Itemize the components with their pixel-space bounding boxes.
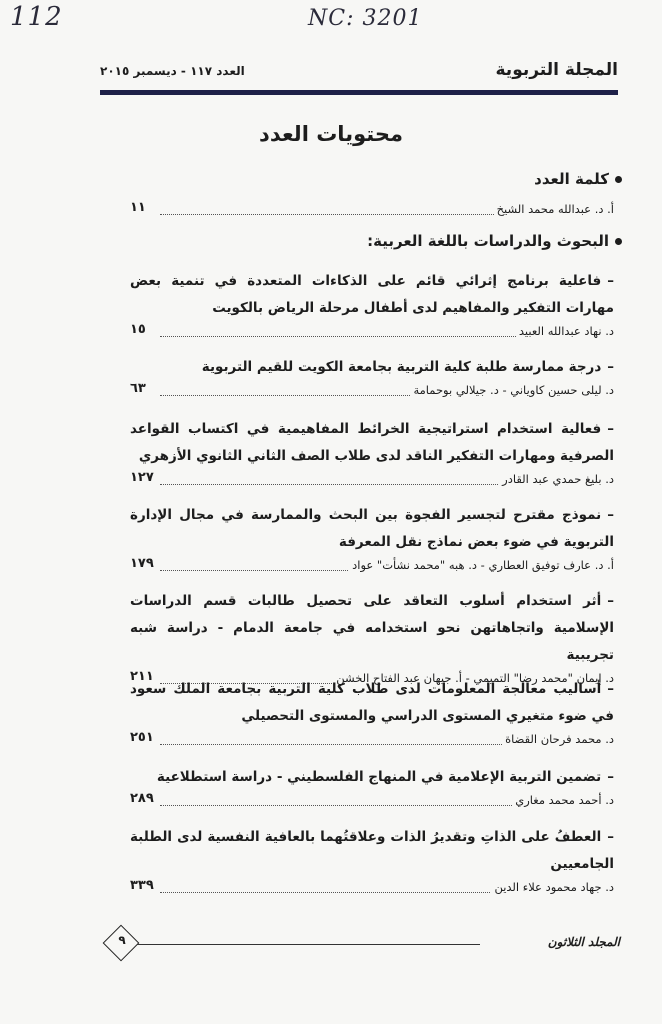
header-rule	[100, 90, 618, 95]
handwritten-catalog-number: NC: 3201	[308, 6, 423, 31]
entry-page-number: ٦٣	[130, 381, 146, 396]
issue-info: العدد ١١٧ - ديسمبر ٢٠١٥	[100, 64, 245, 78]
toc-entry[interactable]: –أثر استخدام أسلوب التعاقد على تحصيل طالبات قسم الدراسات الإسلامية واتجاهاتهن نحو استخدامه في جامعة الدمام - دراسة شبه تجريبية د. إيمان "محمد رضا" التميمي - أ. جيهان عبد الفتاح الخشن ٢١١	[130, 593, 614, 685]
volume-label: المجلد الثلاثون	[547, 935, 620, 949]
toc-entry[interactable]: –فاعلية برنامج إثرائي قائم على الذكاءات المتعددة في تنمية بعض مهارات التفكير والمفاهيم لدى أطفال مرحلة الرياض بالكويت د. نهاد عبدالله العبيد ١٥	[130, 273, 614, 338]
journal-name: المجلة التربوية	[495, 60, 618, 80]
entry-page-number: ٣٣٩	[130, 878, 154, 893]
entry-author: د. ليلى حسين كاوياني - د. جيلالي بوحمامة	[410, 383, 614, 397]
entry-page-number: ٢٥١	[130, 730, 154, 745]
entry-title: تضمين التربية الإعلامية في المنهاج الفلسطيني - دراسة استطلاعية	[156, 769, 602, 785]
entry-page-number: ١٧٩	[130, 556, 154, 571]
page-footer	[100, 920, 620, 970]
entry-page-number: ٢١١	[130, 669, 154, 684]
page-number: ٩	[118, 933, 126, 947]
entry-author: أ. د. عارف توفيق العطاري - د. هبه "محمد نشأت" عواد	[349, 558, 614, 572]
section-heading-editorial: كلمة العدد	[534, 170, 622, 188]
entry-author: أ. د. عبدالله محمد الشيخ	[494, 202, 614, 216]
toc-entry[interactable]: –درجة ممارسة طلبة كلية التربية بجامعة الكويت للقيم التربوية د. ليلى حسين كاوياني - د. جيلالي بوحمامة ٦٣	[130, 359, 614, 397]
toc-entry[interactable]: –العطفُ على الذاتِ وتقديرُ الذات وعلاقتُهما بالعافية النفسية لدى الطلبة الجامعيين د. جهاد محمود علاء الدين ٣٣٩	[130, 829, 614, 894]
entry-author: د. محمد فرحان القضاة	[502, 732, 614, 746]
page-title: محتويات العدد	[259, 122, 403, 146]
entry-author: د. جهاد محمود علاء الدين	[491, 880, 614, 894]
entry-title: العطفُ على الذاتِ وتقديرُ الذات وعلاقتُهما بالعافية النفسية لدى الطلبة الجامعيين	[130, 829, 614, 872]
entry-title: نموذج مقترح لتجسير الفجوة بين البحث والممارسة في مجال الإدارة التربوية في ضوء بعض نماذج نقل المعرفة	[130, 507, 614, 550]
bullet-icon	[615, 176, 622, 183]
entry-title: فاعلية برنامج إثرائي قائم على الذكاءات المتعددة في تنمية بعض مهارات التفكير والمفاهيم لدى أطفال مرحلة الرياض بالكويت	[130, 273, 614, 316]
section-heading-arabic-research: البحوث والدراسات باللغة العربية:	[367, 232, 622, 250]
toc-entry-editorial[interactable]	[130, 200, 614, 222]
entry-title: أثر استخدام أسلوب التعاقد على تحصيل طالبات قسم الدراسات الإسلامية واتجاهاتهن نحو استخدامه في جامعة الدمام - دراسة شبه تجريبية	[130, 593, 614, 663]
entry-title: درجة ممارسة طلبة كلية التربية بجامعة الكويت للقيم التربوية	[201, 359, 602, 375]
entry-title: فعالية استخدام استراتيجية الخرائط المفاهيمية في اكتساب القواعد الصرفية ومهارات التفكير الناقد لدى طلاب الصف الثاني الثانوي الأزهري	[130, 421, 614, 464]
running-header	[100, 54, 618, 98]
entry-author: د. نهاد عبدالله العبيد	[516, 324, 614, 338]
footer-rule	[134, 944, 480, 945]
bullet-icon	[615, 238, 622, 245]
toc-entry[interactable]: –فعالية استخدام استراتيجية الخرائط المفاهيمية في اكتساب القواعد الصرفية ومهارات التفكير الناقد لدى طلاب الصف الثاني الثانوي الأزهري د. بليغ حمدي عبد القادر ١٢٧	[130, 421, 614, 486]
entry-page-number: ٢٨٩	[130, 791, 154, 806]
toc-entry[interactable]: –نموذج مقترح لتجسير الفجوة بين البحث والممارسة في مجال الإدارة التربوية في ضوء بعض نماذج نقل المعرفة أ. د. عارف توفيق العطاري - د. هبه "محمد نشأت" عواد ١٧٩	[130, 507, 614, 572]
entry-page-number: ١٢٧	[130, 470, 154, 485]
handwritten-page-note: 112	[10, 2, 63, 32]
toc-entry[interactable]: –تضمين التربية الإعلامية في المنهاج الفلسطيني - دراسة استطلاعية د. أحمد محمد مغاري ٢٨٩	[130, 769, 614, 807]
entry-page-number: ١٥	[130, 322, 146, 337]
entry-author: د. إيمان "محمد رضا" التميمي - أ. جيهان عبد الفتاح الخشن	[333, 671, 614, 685]
entry-title: أساليب معالجة المعلومات لدى طلاب كلية التربية بجامعة الملك سعود في ضوء متغيري المستوى الدراسي والمستوى التحصيلي	[130, 681, 614, 724]
entry-author: د. بليغ حمدي عبد القادر	[499, 472, 614, 486]
entry-page-number: ١١	[130, 200, 146, 215]
entry-author: د. أحمد محمد مغاري	[512, 793, 614, 807]
toc-entry[interactable]: –أساليب معالجة المعلومات لدى طلاب كلية التربية بجامعة الملك سعود في ضوء متغيري المستوى الدراسي والمستوى التحصيلي د. محمد فرحان القضاة ٢٥١	[130, 681, 614, 746]
